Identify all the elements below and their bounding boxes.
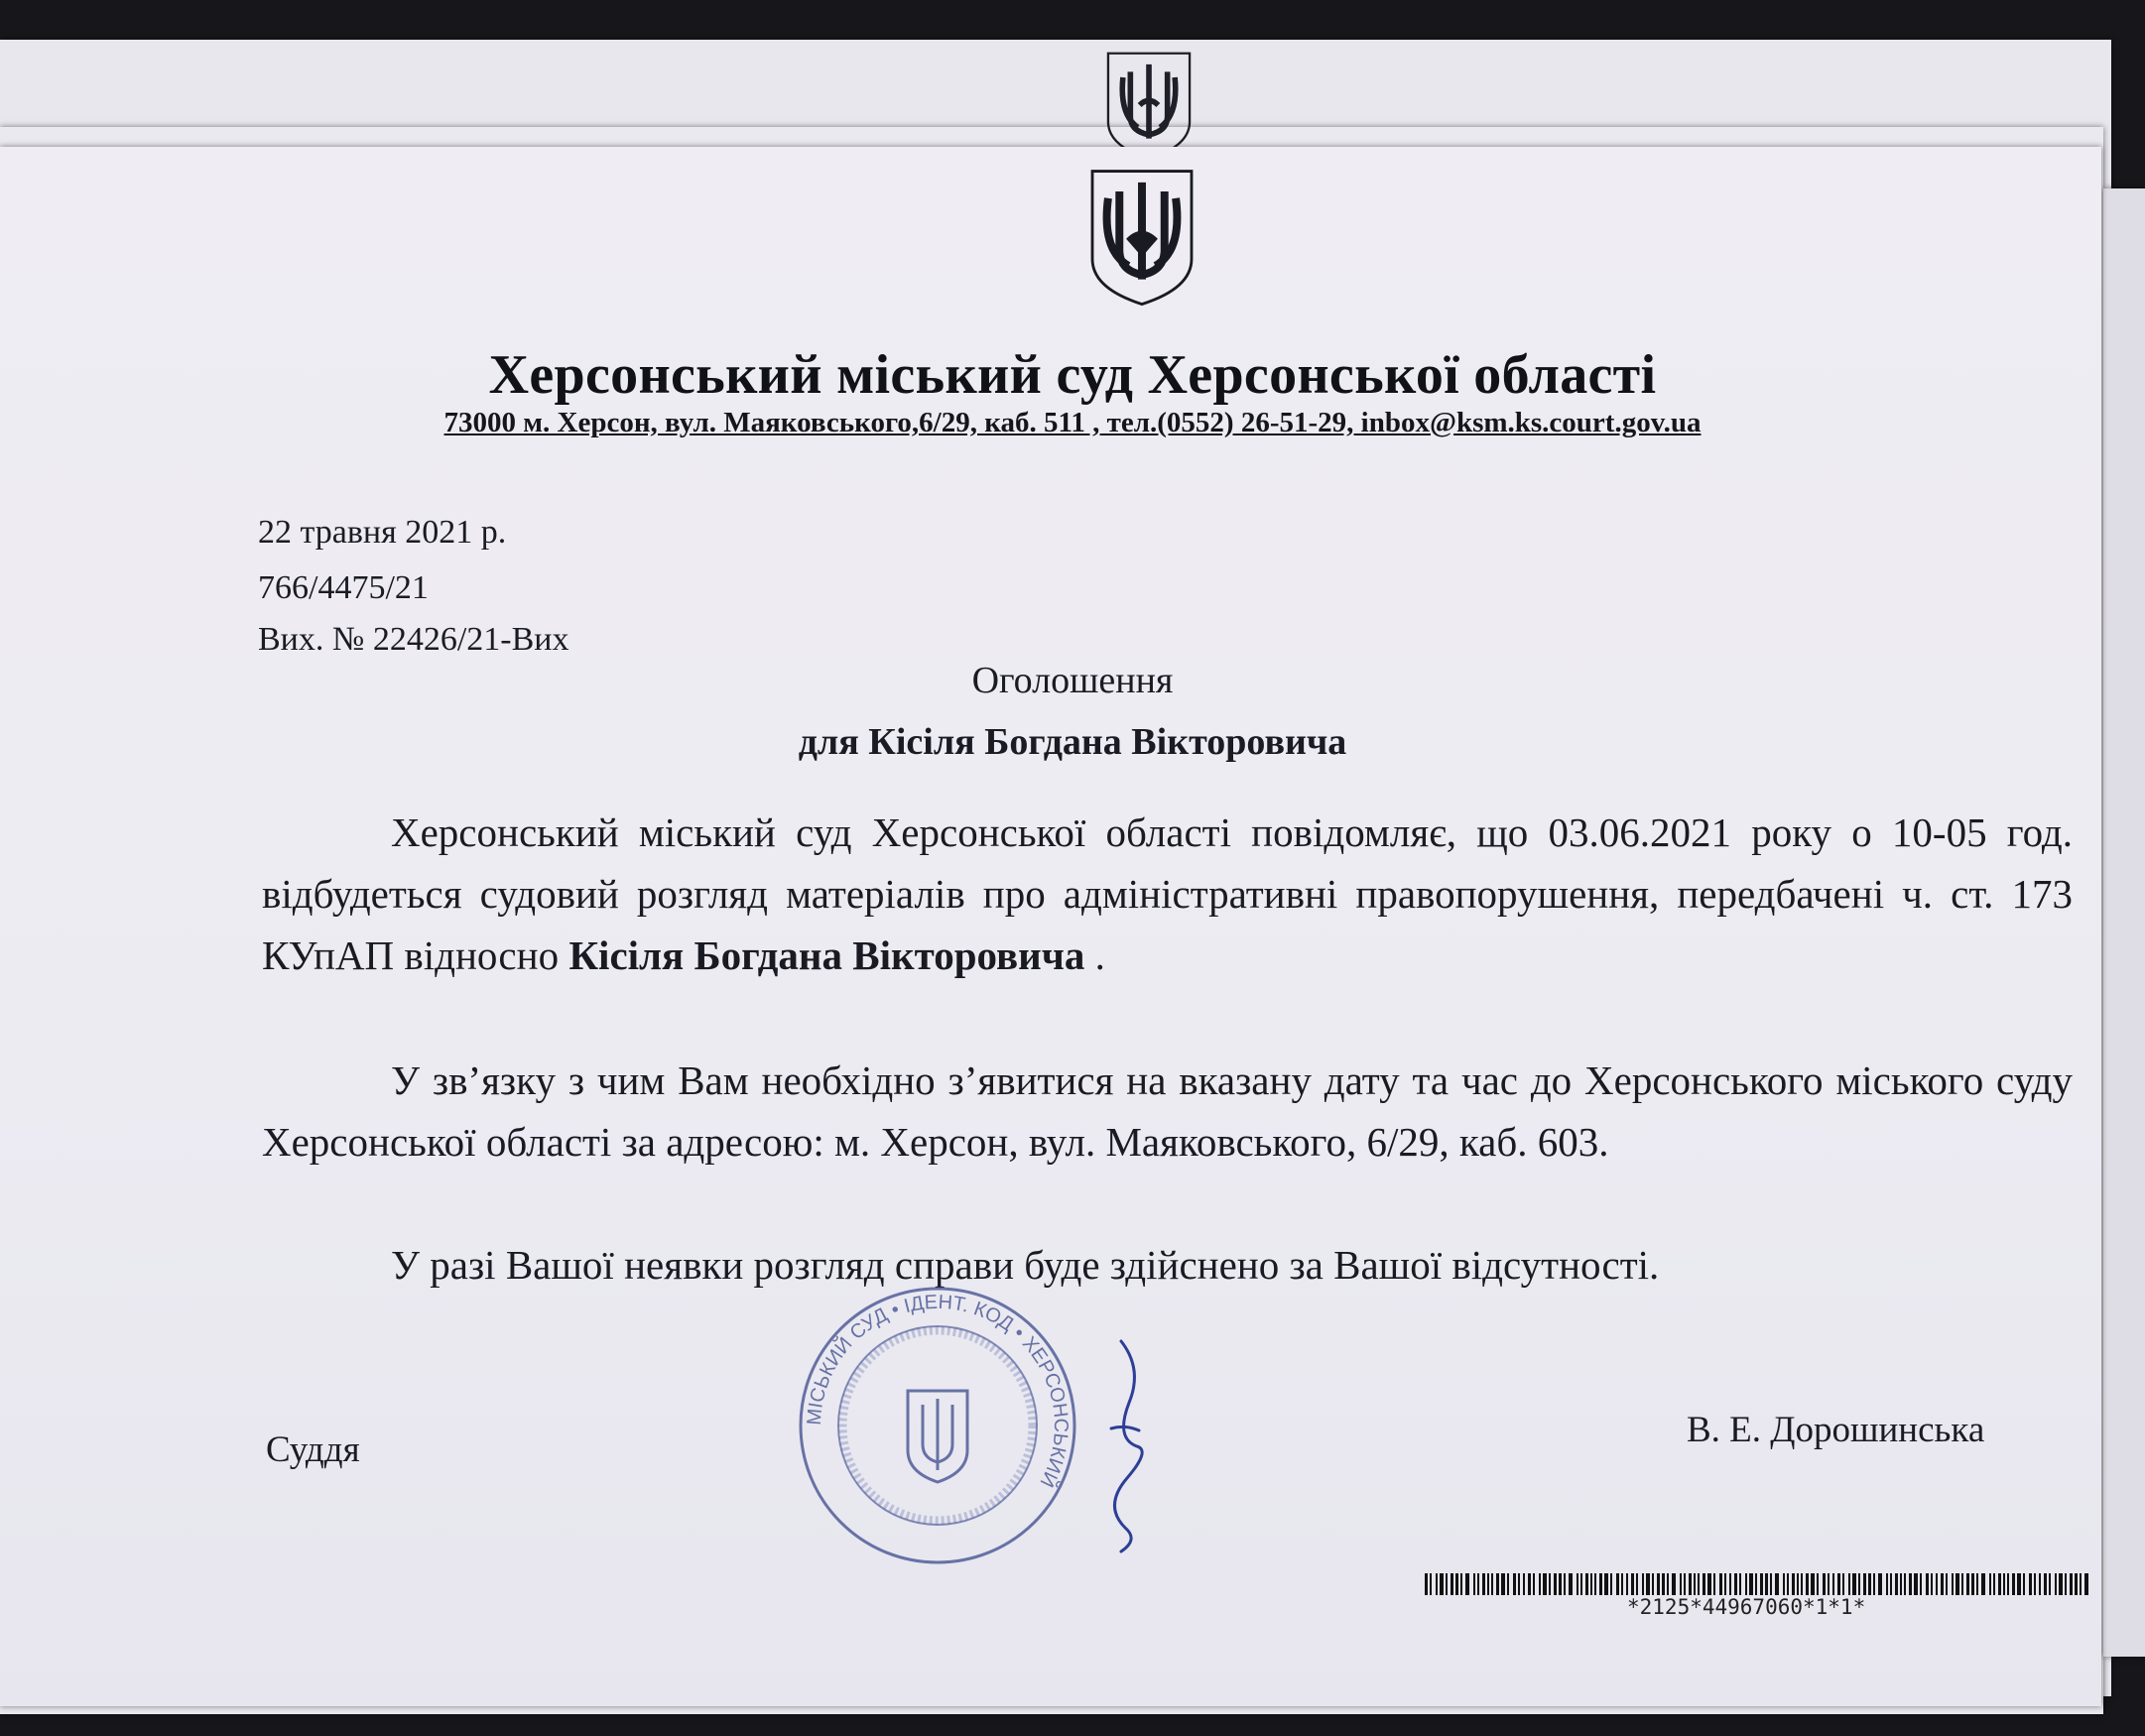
barcode-bar [1765, 1573, 1768, 1595]
barcode-text: *2125*44967060*1*1* [1627, 1595, 1866, 1619]
barcode-bar [1801, 1573, 1803, 1595]
paragraph-1-text: Херсонський міський суд Херсонської області повідомляє, що 03.06.2021 року о 10-05 год. відбудеться судовий розгляд матеріалів про адміністративні правопорушення, передбачені ч. ст. 173 КУпАП відносно [262, 809, 2073, 978]
barcode [1425, 1573, 2095, 1595]
barcode-bar [1496, 1573, 1499, 1595]
barcode-bar [1477, 1573, 1479, 1595]
barcode-bar [1783, 1573, 1785, 1595]
barcode-bar [1909, 1573, 1912, 1595]
barcode-bar [1590, 1573, 1592, 1595]
barcode-bar [1604, 1573, 1608, 1595]
barcode-bar [1956, 1573, 1959, 1595]
barcode-bar [1787, 1573, 1789, 1595]
barcode-bar [1729, 1573, 1731, 1595]
barcode-bar [1518, 1573, 1520, 1595]
barcode-bar [1797, 1573, 1799, 1595]
barcode-bar [2084, 1573, 2088, 1595]
barcode-bar [1662, 1573, 1665, 1595]
barcode-bar [1952, 1573, 1954, 1595]
barcode-bar [2080, 1573, 2082, 1595]
paragraph-3-text: У разі Вашої неявки розгляд справи буде здійснено за Вашої відсутності. [391, 1242, 1660, 1288]
barcode-bar [2003, 1573, 2005, 1595]
barcode-bar [1886, 1573, 1888, 1595]
barcode-bar [2070, 1573, 2073, 1595]
barcode-bar [1904, 1573, 1906, 1595]
barcode-bar [1703, 1573, 1705, 1595]
barcode-bar [1451, 1573, 1453, 1595]
barcode-bar [2039, 1573, 2041, 1595]
barcode-bar [2007, 1573, 2009, 1595]
barcode-bar [1895, 1573, 1898, 1595]
barcode-bar [2034, 1573, 2036, 1595]
barcode-bar [1528, 1573, 1531, 1595]
barcode-bar [1755, 1573, 1757, 1595]
barcode-bar [2055, 1573, 2057, 1595]
barcode-bar [1998, 1573, 2001, 1595]
barcode-bar [1684, 1573, 1686, 1595]
barcode-bar [2012, 1573, 2015, 1595]
barcode-bar [1698, 1573, 1700, 1595]
handwritten-signature [1081, 1329, 1161, 1557]
barcode-bar [1900, 1573, 1902, 1595]
signer-name: В. Е. Дорошинська [1687, 1410, 1985, 1450]
barcode-bar [1707, 1573, 1711, 1595]
barcode-bar [1792, 1573, 1795, 1595]
barcode-bar [2075, 1573, 2078, 1595]
notice-recipient: для Кісіля Богдана Вікторовича [798, 721, 1347, 763]
notice-paragraph-2 [262, 1050, 2073, 1173]
notice-paragraph-3 [262, 1234, 2073, 1296]
case-number: 766/4475/21 [258, 569, 429, 606]
barcode-bar [1446, 1573, 1448, 1595]
barcode-bar [1513, 1573, 1516, 1595]
barcode-bar [1577, 1573, 1578, 1595]
barcode-bar [1549, 1573, 1551, 1595]
barcode-bar [1848, 1573, 1850, 1595]
barcode-bar [1523, 1573, 1525, 1595]
barcode-bar [1694, 1573, 1696, 1595]
barcode-bar [1914, 1573, 1918, 1595]
barcode-bar [1564, 1573, 1566, 1595]
barcode-bar [1890, 1573, 1892, 1595]
barcode-bar [1543, 1573, 1547, 1595]
barcode-bar [1440, 1573, 1444, 1595]
barcode-bar [1719, 1573, 1722, 1595]
notice-paragraph-1 [262, 802, 2073, 986]
barcode-bar [1823, 1573, 1826, 1595]
signer-role: Суддя [266, 1429, 360, 1470]
barcode-bar [1539, 1573, 1541, 1595]
outgoing-number: Вих. № 22426/21-Вих [258, 621, 569, 658]
barcode-bar [1946, 1573, 1948, 1595]
barcode-bar [1806, 1573, 1809, 1595]
barcode-bar [1739, 1573, 1741, 1595]
barcode-bar [1920, 1573, 1922, 1595]
barcode-bar [1646, 1573, 1650, 1595]
barcode-bar [1657, 1573, 1660, 1595]
barcode-bar [2049, 1573, 2051, 1595]
defendant-name: Кісіля Богдана Вікторовича [568, 932, 1085, 978]
barcode-bar [1585, 1573, 1588, 1595]
barcode-bar [1631, 1573, 1634, 1595]
barcode-bar [1971, 1573, 1974, 1595]
barcode-bar [2017, 1573, 2021, 1595]
barcode-bar [2065, 1573, 2067, 1595]
paragraph-1-end: . [1084, 932, 1105, 978]
barcode-bar [1507, 1573, 1509, 1595]
trident-emblem-icon [1085, 167, 1199, 308]
barcode-bar [1993, 1573, 1995, 1595]
barcode-bar [1863, 1573, 1866, 1595]
barcode-bar [1430, 1573, 1432, 1595]
barcode-bar [1680, 1573, 1682, 1595]
barcode-bar [1873, 1573, 1875, 1595]
barcode-bar [1501, 1573, 1505, 1595]
trident-emblem-back-icon [1097, 50, 1200, 161]
barcode-bar [1811, 1573, 1815, 1595]
barcode-bar [1610, 1573, 1612, 1595]
barcode-bar [1760, 1573, 1763, 1595]
barcode-bar [1858, 1573, 1860, 1595]
barcode-bar [1491, 1573, 1493, 1595]
barcode-bar [1936, 1573, 1938, 1595]
barcode-bar [1436, 1573, 1438, 1595]
barcode-bar [1941, 1573, 1944, 1595]
barcode-bar [1616, 1573, 1619, 1595]
barcode-bar [1989, 1573, 1991, 1595]
barcode-bar [1487, 1573, 1489, 1595]
barcode-bar [1931, 1573, 1933, 1595]
barcode-bar [1533, 1573, 1535, 1595]
document-date: 22 травня 2021 р. [258, 514, 507, 551]
paragraph-2-text: У зв’язку з чим Вам необхідно з’явитися на вказану дату та час до Херсонського міського суду Херсонської області за адресою: м. Херсон, вул. Маяковського, 6/29, каб. 603. [262, 1057, 2073, 1165]
barcode-bar [1642, 1573, 1644, 1595]
barcode-bar [1724, 1573, 1726, 1595]
barcode-bar [2044, 1573, 2047, 1595]
barcode-bar [1425, 1573, 1428, 1595]
barcode-bar [1672, 1573, 1676, 1595]
barcode-bar [1832, 1573, 1834, 1595]
barcode-bar [1460, 1573, 1462, 1595]
barcode-bar [1749, 1573, 1753, 1595]
barcode-bar [1594, 1573, 1596, 1595]
barcode-bar [1689, 1573, 1692, 1595]
barcode-bar [1652, 1573, 1654, 1595]
barcode-bar [1878, 1573, 1882, 1595]
court-stamp-icon [794, 1282, 1081, 1569]
barcode-bar [1828, 1573, 1830, 1595]
barcode-bar [1569, 1573, 1573, 1595]
barcode-bar [1817, 1573, 1819, 1595]
barcode-bar [2059, 1573, 2063, 1595]
barcode-bar [1455, 1573, 1458, 1595]
barcode-bar [1473, 1573, 1475, 1595]
court-name-title: Херсонський міський суд Херсонської області [488, 344, 1657, 406]
barcode-bar [1775, 1573, 1779, 1595]
barcode-bar [1770, 1573, 1772, 1595]
barcode-bar [1981, 1573, 1985, 1595]
stamp-ring-text: МІСЬКИЙ СУД • ІДЕНТ. КОД • ХЕРСОНСЬКИЙ [803, 1291, 1072, 1491]
barcode-bar [2029, 1573, 2032, 1595]
barcode-bar [1465, 1573, 1469, 1595]
barcode-bar [1580, 1573, 1582, 1595]
barcode-bar [1626, 1573, 1628, 1595]
court-address-line: 73000 м. Херсон, вул. Маяковського,6/29, каб. 511 , тел.(0552) 26-51-29, inbox@ksm.ks.court.gov.ua [443, 407, 1702, 438]
barcode-bar [1734, 1573, 1737, 1595]
barcode-bar [1926, 1573, 1929, 1595]
barcode-bar [1868, 1573, 1871, 1595]
barcode-bar [1852, 1573, 1856, 1595]
barcode-bar [1961, 1573, 1963, 1595]
notice-heading: Оголошення [971, 660, 1174, 701]
barcode-bar [1482, 1573, 1485, 1595]
barcode-bar [2023, 1573, 2025, 1595]
barcode-bar [1621, 1573, 1623, 1595]
barcode-bar [1976, 1573, 1978, 1595]
barcode-bar [1966, 1573, 1969, 1595]
barcode-bar [1559, 1573, 1562, 1595]
barcode-bar [1837, 1573, 1840, 1595]
barcode-bar [1554, 1573, 1557, 1595]
barcode-bar [1599, 1573, 1602, 1595]
barcode-bar [1745, 1573, 1747, 1595]
barcode-bar [1636, 1573, 1638, 1595]
barcode-bar [1842, 1573, 1844, 1595]
barcode-bar [1667, 1573, 1669, 1595]
barcode-bar [1713, 1573, 1715, 1595]
